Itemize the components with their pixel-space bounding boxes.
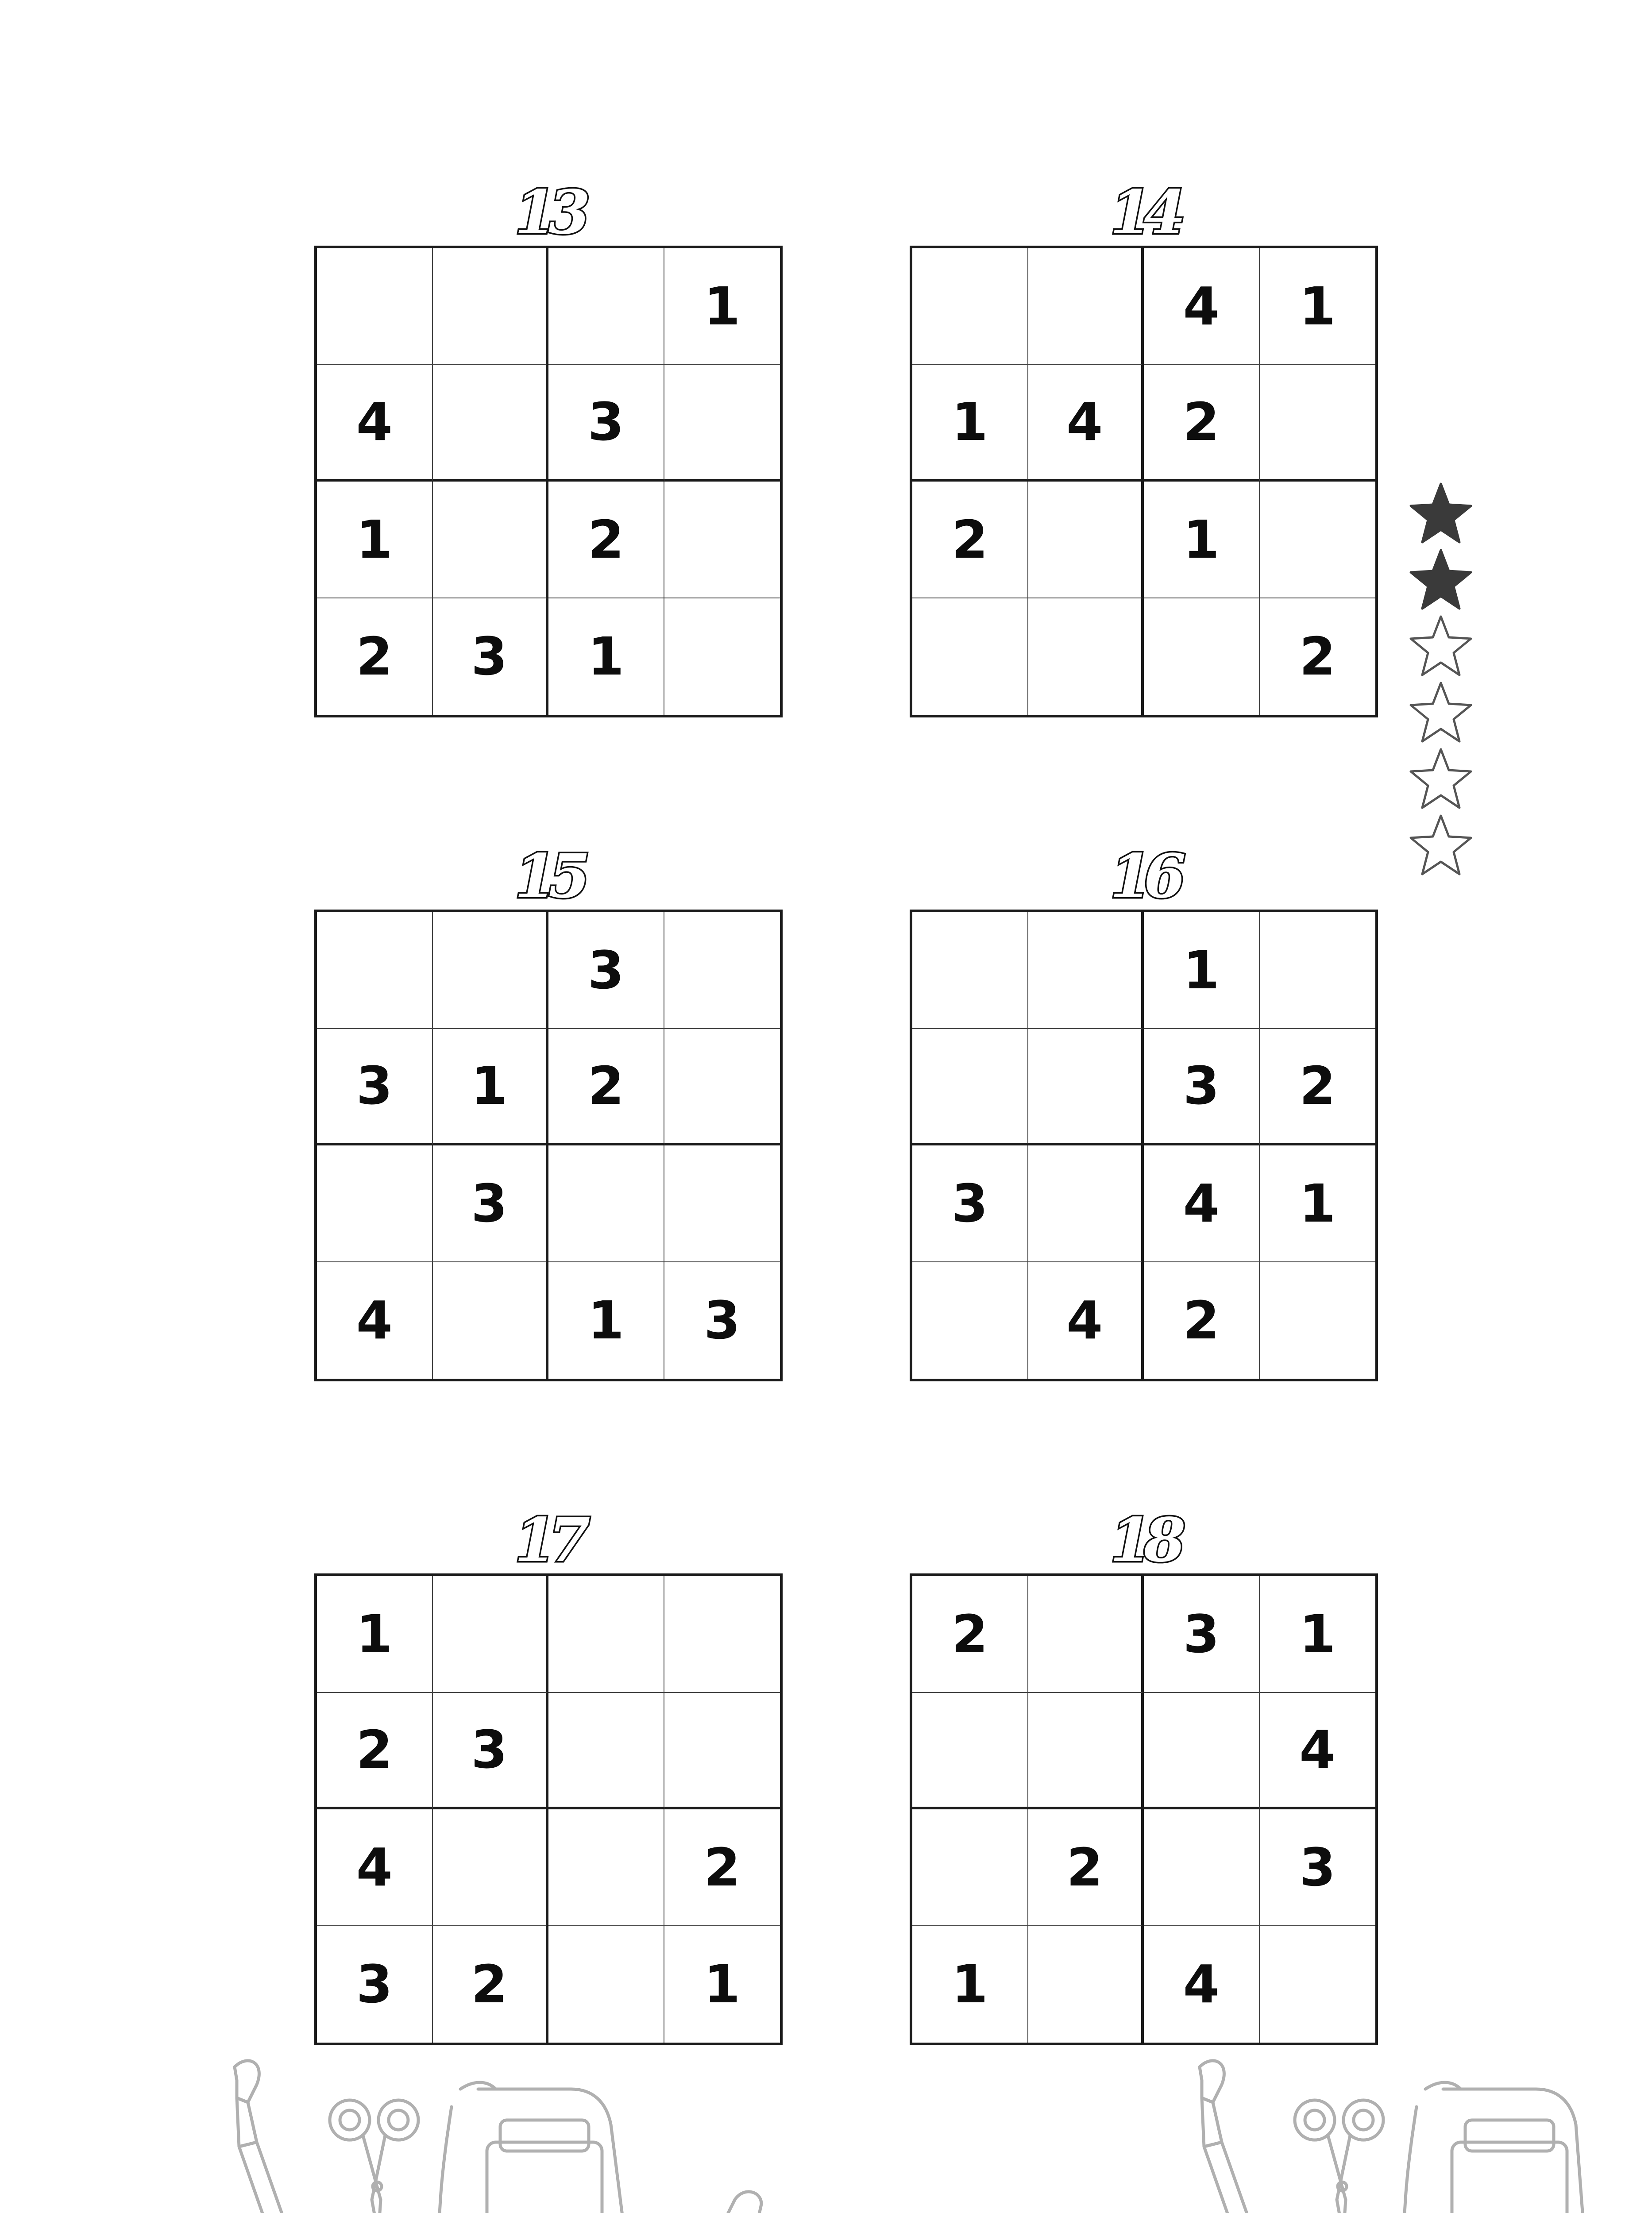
- scissors-icon: [330, 2100, 418, 2213]
- grid-cell: [1144, 1693, 1260, 1810]
- grid-cell: 2: [433, 1926, 549, 2043]
- grid-cell: 1: [1260, 1145, 1376, 1262]
- stapler-icon: [691, 2192, 788, 2213]
- school-supplies-decoration: [62, 2054, 1594, 2213]
- grid-cell: 1: [912, 365, 1028, 482]
- scissors-icon: [1295, 2100, 1383, 2213]
- grid-cell: 1: [548, 598, 664, 715]
- grid-cell: 4: [317, 1262, 433, 1379]
- grid-cell: [664, 482, 780, 598]
- grid-cell: [1028, 912, 1144, 1029]
- grid-cell: 4: [1144, 248, 1260, 365]
- star-empty-icon: [1408, 613, 1474, 679]
- grid-cell: 3: [1144, 1576, 1260, 1693]
- grid-cell: [433, 1262, 549, 1379]
- grid-cell: 2: [1028, 1809, 1144, 1926]
- grid-cell: [1260, 1262, 1376, 1379]
- grid-cell: [433, 482, 549, 598]
- grid-cell: 2: [548, 482, 664, 598]
- grid-cell: [912, 1809, 1028, 1926]
- grid-cell: [912, 1029, 1028, 1146]
- grid-cell: [548, 1809, 664, 1926]
- sudoku-grid: [314, 910, 783, 1381]
- grid-cell: 4: [317, 1809, 433, 1926]
- puzzle-number: 17: [514, 1505, 583, 1576]
- puzzle-number: 13: [514, 177, 583, 248]
- grid-cell: [1028, 1145, 1144, 1262]
- grid-cell: [548, 1926, 664, 2043]
- grid-cell: [912, 912, 1028, 1029]
- paintbrush-icon: [1200, 2061, 1275, 2213]
- backpack-icon: [1404, 2082, 1589, 2213]
- star-empty-icon: [1408, 746, 1474, 812]
- puzzle-number: 14: [1110, 177, 1178, 248]
- grid-cell: 1: [317, 1576, 433, 1693]
- puzzle-number: 15: [514, 841, 583, 912]
- grid-cell: 3: [1144, 1029, 1260, 1146]
- grid-cell: [1028, 598, 1144, 715]
- grid-cell: 1: [704, 1954, 741, 2015]
- grid-cell: [1144, 598, 1260, 715]
- grid-cell: [1144, 1809, 1260, 1926]
- grid-cell: [912, 1262, 1028, 1379]
- grid-cell: [1260, 912, 1376, 1029]
- puzzle-number: 16: [1110, 841, 1178, 912]
- grid-cell: 3: [433, 598, 549, 715]
- grid-cell: [433, 1576, 549, 1693]
- puzzle-number: 18: [1110, 1505, 1178, 1576]
- grid-cell: [912, 598, 1028, 715]
- grid-cell: 2: [548, 1029, 664, 1146]
- grid-cell: 2: [317, 598, 433, 715]
- grid-cell: [433, 912, 549, 1029]
- grid-cell: [664, 1029, 780, 1146]
- grid-cell: [433, 365, 549, 482]
- grid-cell: 3: [1260, 1809, 1376, 1926]
- grid-cell: 1: [1260, 1576, 1376, 1693]
- star-empty-icon: [1408, 679, 1474, 746]
- grid-cell: [1028, 248, 1144, 365]
- grid-cell: [1028, 1926, 1144, 2043]
- grid-cell: [664, 1576, 780, 1693]
- grid-cell: [664, 912, 780, 1029]
- grid-cell: [433, 248, 549, 365]
- grid-cell: [1028, 1576, 1144, 1693]
- grid-cell: 1: [1144, 482, 1260, 598]
- grid-cell: 1: [1144, 912, 1260, 1029]
- grid-cell: 3: [317, 1926, 433, 2043]
- grid-cell: 3: [317, 1029, 433, 1146]
- star-filled-icon: [1408, 547, 1474, 613]
- grid-cell: 2: [912, 482, 1028, 598]
- grid-cell: 4: [1144, 1145, 1260, 1262]
- grid-cell: 3: [912, 1145, 1028, 1262]
- sudoku-grid: [910, 246, 1378, 717]
- grid-cell: [433, 1809, 549, 1926]
- grid-cell: 3: [433, 1693, 549, 1810]
- grid-cell: [317, 912, 433, 1029]
- grid-cell: [1028, 1029, 1144, 1146]
- grid-cell: [664, 1145, 780, 1262]
- grid-cell: [664, 598, 780, 715]
- grid-cell: 1: [1260, 248, 1376, 365]
- grid-cell: 2: [1144, 365, 1260, 482]
- grid-cell: 1: [433, 1029, 549, 1146]
- star-empty-icon: [1408, 812, 1474, 879]
- grid-cell: [912, 1693, 1028, 1810]
- grid-cell: [664, 365, 780, 482]
- grid-cell: [1028, 482, 1144, 598]
- grid-cell: [912, 248, 1028, 365]
- grid-cell: [317, 248, 433, 365]
- grid-cell: [1028, 1693, 1144, 1810]
- grid-cell: 2: [664, 1809, 780, 1926]
- grid-cell: 3: [433, 1145, 549, 1262]
- grid-cell: 2: [1260, 1029, 1376, 1146]
- sudoku-grid: [314, 246, 783, 717]
- grid-cell: 4: [317, 365, 433, 482]
- grid-cell: 2: [912, 1576, 1028, 1693]
- sudoku-grid: [314, 1573, 783, 2045]
- grid-cell: 4: [1144, 1926, 1260, 2043]
- sudoku-grid: [910, 910, 1378, 1381]
- grid-cell: 2: [1299, 626, 1336, 687]
- backpack-icon: [439, 2082, 633, 2213]
- star-filled-icon: [1408, 480, 1474, 547]
- grid-cell: [548, 248, 664, 365]
- paintbrush-icon: [235, 2061, 310, 2213]
- grid-cell: [317, 1145, 433, 1262]
- sudoku-grid: [910, 1573, 1378, 2045]
- grid-cell: [548, 1145, 664, 1262]
- grid-cell: 1: [317, 482, 433, 598]
- grid-cell: 2: [1144, 1262, 1260, 1379]
- grid-cell: 3: [548, 365, 664, 482]
- difficulty-rating: [1408, 480, 1474, 879]
- grid-cell: [1260, 1926, 1376, 2043]
- grid-cell: 3: [704, 1290, 741, 1351]
- grid-cell: [1260, 365, 1376, 482]
- grid-cell: 3: [548, 912, 664, 1029]
- grid-cell: [548, 1693, 664, 1810]
- grid-cell: 1: [664, 248, 780, 365]
- grid-cell: 1: [912, 1926, 1028, 2043]
- grid-cell: 4: [1028, 1262, 1144, 1379]
- grid-cell: [664, 1693, 780, 1810]
- grid-cell: [548, 1576, 664, 1693]
- grid-cell: 4: [1260, 1693, 1376, 1810]
- grid-cell: 2: [317, 1693, 433, 1810]
- grid-cell: [1260, 482, 1376, 598]
- grid-cell: 1: [548, 1262, 664, 1379]
- grid-cell: 4: [1028, 365, 1144, 482]
